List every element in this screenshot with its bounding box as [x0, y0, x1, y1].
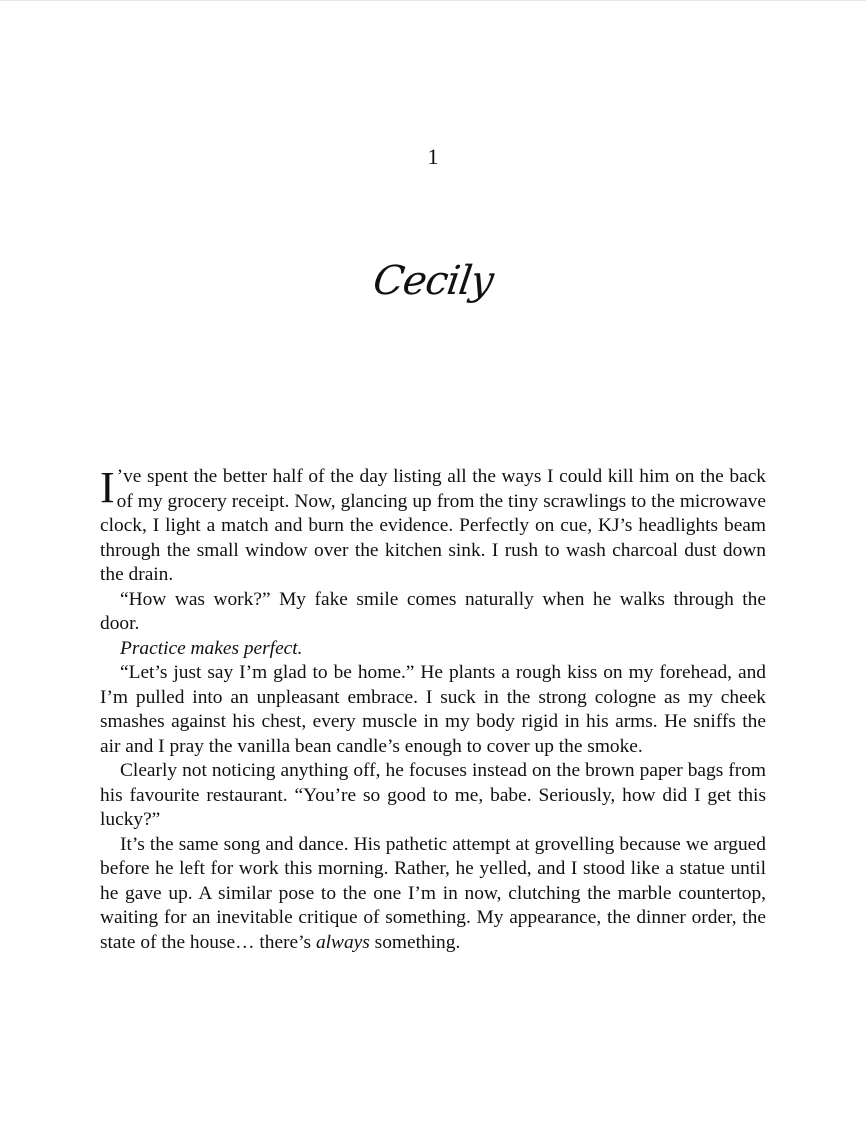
paragraph-6-text-before: It’s the same song and dance. His pathetic attempt at grovelling because we argued before he left for work this morning. Rather, he yelled, and I stood like a statue until he gave up. A similar pose to the one I’m in now, clutching the marble countertop, waiting for an inevitable critique of something. My appearance, the dinner order, the state of the house… there’s	[100, 833, 766, 953]
paragraph-4: “Let’s just say I’m glad to be home.” He plants a rough kiss on my forehead, and I’m pulled into an unpleasant embrace. I suck in the strong cologne as my cheek smashes against his chest, every muscle in my body rigid in his arms. He sniffs the air and I pray the vanilla bean candle’s enough to cover up the smoke.	[100, 662, 766, 757]
paragraph-6-text-after: something.	[369, 931, 461, 953]
paragraph-5: Clearly not noticing anything off, he focuses instead on the brown paper bags from his favourite restaurant. “You’re so good to me, babe. Seriously, how did I get this lucky?”	[100, 760, 766, 830]
paragraph-1-text: ’ve spent the better half of the day listing all the ways I could kill him on the back of my grocery receipt. Now, glancing up from the tiny scrawlings to the microwave clock, I light a match and burn the evidence. Perfectly on cue, KJ’s headlights beam through the small window over the kitchen sink. I rush to wash charcoal dust down the drain.	[100, 466, 766, 585]
paragraph-1	[100, 465, 766, 588]
chapter-body	[100, 465, 766, 955]
paragraph-6	[100, 833, 766, 956]
paragraph-2: “How was work?” My fake smile comes naturally when he walks through the door.	[100, 588, 766, 634]
paragraph-6-emphasis: always	[315, 931, 370, 953]
paragraph-3: Practice makes perfect.	[120, 637, 303, 659]
chapter-title: Cecily	[370, 258, 496, 304]
chapter-number: 1	[427, 144, 439, 169]
drop-cap: I	[100, 463, 115, 512]
